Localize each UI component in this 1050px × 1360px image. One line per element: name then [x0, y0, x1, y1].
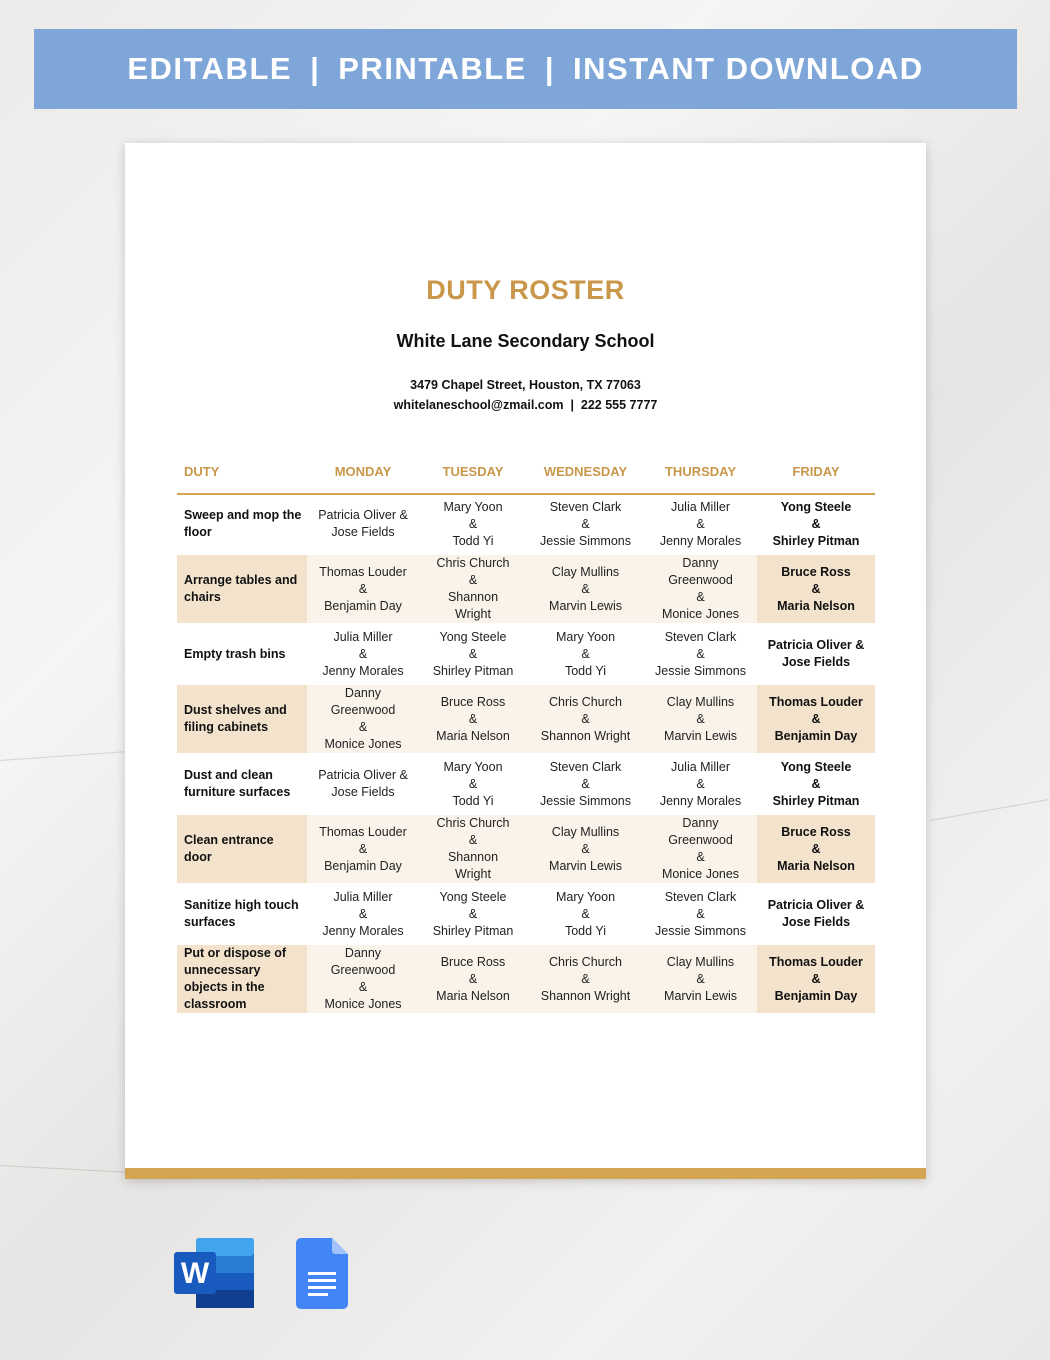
assignee-line: & — [468, 776, 478, 791]
assignee-cell-friday — [757, 624, 875, 684]
assignee-cell-tuesday — [419, 684, 527, 754]
assignee-line: & — [696, 516, 705, 531]
header-duty: DUTY — [177, 449, 307, 494]
duty-cell: Dust and clean furniture surfaces — [177, 754, 307, 814]
assignee-line: Julia Miller — [670, 499, 731, 514]
assignee-line: Jessie Simmons — [655, 923, 746, 938]
assignee-line: Shirley Pitman — [432, 663, 514, 678]
assignee-line: Marvin Lewis — [664, 728, 737, 743]
assignee-cell-thursday — [644, 754, 757, 814]
assignee-line: Maria Nelson — [436, 728, 510, 743]
assignee-cell-tuesday — [419, 554, 527, 624]
assignee-line: Monice Jones — [324, 997, 402, 1011]
assignee-line: & — [696, 711, 705, 726]
table-row — [177, 944, 875, 1014]
assignee-line: & — [696, 590, 705, 604]
assignee-line: Benjamin Day — [774, 988, 858, 1003]
assignee-cell-monday — [307, 624, 419, 684]
banner-separator: | — [544, 51, 556, 86]
assignee-line: Danny — [344, 946, 382, 960]
document-title: DUTY ROSTER — [426, 275, 625, 305]
assignee-line: & — [696, 850, 705, 864]
word-letter: W — [180, 1257, 210, 1290]
assignee-line: & — [811, 516, 821, 531]
table-row — [177, 684, 875, 754]
assignee-line: & — [811, 776, 821, 791]
duty-cell: Clean entrance door — [177, 814, 307, 884]
assignee-line: Benjamin Day — [324, 858, 402, 873]
assignee-line: Patricia Oliver & — [318, 768, 408, 782]
assignee-cell-wednesday — [527, 884, 644, 944]
assignee-line: Marvin Lewis — [549, 598, 622, 613]
assignee-line: Patricia Oliver & — [767, 638, 865, 652]
assignee-cell-friday — [757, 884, 875, 944]
assignee-line: & — [581, 841, 590, 856]
assignee-cell-friday — [757, 944, 875, 1014]
assignee-line: Greenwood — [330, 963, 396, 977]
assignee-cell-tuesday — [419, 494, 527, 554]
duty-cell: Sweep and mop the floor — [177, 494, 307, 554]
banner-editable: EDITABLE — [127, 51, 293, 86]
assignee-line: & — [468, 711, 478, 726]
assignee-line: & — [581, 581, 590, 596]
assignee-line: Shannon — [447, 590, 499, 604]
assignee-line: Todd Yi — [564, 923, 606, 938]
assignee-line: & — [468, 646, 478, 661]
table-row — [177, 624, 875, 684]
assignee-cell-wednesday — [527, 814, 644, 884]
assignee-cell-tuesday — [419, 884, 527, 944]
assignee-line: Shannon Wright — [540, 988, 631, 1003]
assignee-line: Clay Mullins — [666, 954, 735, 969]
assignee-cell-tuesday — [419, 814, 527, 884]
assignee-cell-friday — [757, 754, 875, 814]
assignee-line: & — [811, 581, 821, 596]
assignee-cell-monday — [307, 814, 419, 884]
microsoft-word-icon — [174, 1238, 254, 1308]
assignee-line: Maria Nelson — [777, 858, 855, 873]
duty-cell: Put or dispose of unnecessary objects in the classroom — [177, 944, 307, 1014]
assignee-line: Wright — [455, 867, 491, 881]
document-page — [125, 143, 926, 1179]
assignee-line: Mary Yoon — [555, 889, 616, 904]
assignee-cell-thursday — [644, 944, 757, 1014]
assignee-cell-friday — [757, 814, 875, 884]
assignee-line: Steven Clark — [664, 889, 737, 904]
assignee-cell-thursday — [644, 494, 757, 554]
assignee-cell-wednesday — [527, 684, 644, 754]
table-body — [177, 494, 875, 1014]
assignee-cell-wednesday — [527, 944, 644, 1014]
assignee-line: Shirley Pitman — [772, 793, 860, 808]
table-row — [177, 754, 875, 814]
table-row — [177, 494, 875, 554]
assignee-line: & — [581, 711, 590, 726]
assignee-line: Jessie Simmons — [655, 663, 746, 678]
assignee-line: & — [696, 646, 705, 661]
assignee-line: Julia Miller — [333, 889, 393, 904]
assignee-line: & — [811, 841, 821, 856]
assignee-line: Danny — [682, 816, 719, 830]
assignee-line: Jenny Morales — [659, 533, 742, 548]
assignee-cell-thursday — [644, 684, 757, 754]
assignee-line: & — [358, 841, 368, 856]
assignee-line: Greenwood — [668, 573, 733, 587]
assignee-line: & — [358, 581, 368, 596]
school-name: White Lane Secondary School — [396, 331, 655, 351]
assignee-line: & — [581, 646, 590, 661]
assignee-line: & — [358, 980, 368, 994]
assignee-line: Danny — [682, 556, 719, 570]
assignee-line: & — [696, 776, 705, 791]
assignee-line: Julia Miller — [333, 629, 393, 644]
assignee-line: & — [358, 720, 368, 734]
assignee-line: Chris Church — [436, 816, 510, 830]
assignee-line: Yong Steele — [439, 629, 507, 644]
assignee-line: & — [581, 516, 590, 531]
duty-cell: Arrange tables and chairs — [177, 554, 307, 624]
assignee-line: Bruce Ross — [440, 694, 506, 709]
assignee-line: & — [581, 906, 590, 921]
assignee-line: Jenny Morales — [659, 793, 742, 808]
assignee-line: Shannon — [447, 850, 499, 864]
assignee-line: Patricia Oliver & — [318, 508, 408, 522]
assignee-line: Todd Yi — [452, 533, 494, 548]
header-wednesday: WEDNESDAY — [527, 449, 644, 494]
assignee-cell-thursday — [644, 884, 757, 944]
assignee-cell-tuesday — [419, 944, 527, 1014]
assignee-line: Todd Yi — [564, 663, 606, 678]
assignee-cell-thursday — [644, 814, 757, 884]
assignee-cell-monday — [307, 554, 419, 624]
promo-banner — [34, 29, 1017, 109]
assignee-line: & — [358, 646, 368, 661]
assignee-line: Benjamin Day — [774, 728, 858, 743]
assignee-line: & — [581, 971, 590, 986]
assignee-line: Thomas Louder — [319, 564, 407, 579]
assignee-cell-wednesday — [527, 624, 644, 684]
assignee-line: Jenny Morales — [322, 663, 404, 678]
assignee-line: Bruce Ross — [440, 954, 506, 969]
assignee-line: Steven Clark — [664, 629, 737, 644]
assignee-line: & — [468, 971, 478, 986]
assignee-line: & — [696, 971, 705, 986]
assignee-line: & — [468, 833, 478, 847]
table-row — [177, 554, 875, 624]
google-docs-icon — [296, 1238, 348, 1309]
assignee-line: & — [468, 906, 478, 921]
assignee-cell-monday — [307, 494, 419, 554]
assignee-line: Shirley Pitman — [772, 533, 860, 548]
assignee-line: Monice Jones — [661, 867, 740, 881]
assignee-line: Mary Yoon — [555, 629, 616, 644]
assignee-line: Shannon Wright — [540, 728, 631, 743]
assignee-line: Clay Mullins — [551, 564, 620, 579]
assignee-line: Shirley Pitman — [432, 923, 514, 938]
assignee-line: Yong Steele — [780, 759, 852, 774]
assignee-cell-wednesday — [527, 754, 644, 814]
school-address: 3479 Chapel Street, Houston, TX 77063 — [410, 378, 641, 392]
school-contact: whitelaneschool@zmail.com | 222 555 7777 — [393, 398, 658, 412]
assignee-line: & — [468, 573, 478, 587]
assignee-line: Bruce Ross — [781, 824, 851, 839]
assignee-line: & — [811, 971, 821, 986]
duty-cell: Sanitize high touch surfaces — [177, 884, 307, 944]
banner-instant-download: INSTANT DOWNLOAD — [573, 51, 924, 86]
assignee-line: Marvin Lewis — [549, 858, 622, 873]
assignee-cell-wednesday — [527, 494, 644, 554]
banner-separator: | — [310, 51, 321, 86]
duty-cell: Dust shelves and filing cabinets — [177, 684, 307, 754]
assignee-line: Greenwood — [668, 833, 733, 847]
assignee-line: Yong Steele — [439, 889, 507, 904]
assignee-cell-monday — [307, 754, 419, 814]
assignee-line: Yong Steele — [780, 499, 852, 514]
format-icons — [174, 1238, 354, 1310]
banner-printable: PRINTABLE — [338, 51, 527, 86]
assignee-line: Clay Mullins — [551, 824, 620, 839]
duty-cell: Empty trash bins — [177, 624, 307, 684]
assignee-line: Todd Yi — [452, 793, 494, 808]
assignee-line: Steven Clark — [549, 759, 622, 774]
assignee-line: Jenny Morales — [322, 923, 404, 938]
assignee-line: Benjamin Day — [324, 598, 402, 613]
assignee-line: & — [468, 516, 478, 531]
assignee-line: Chris Church — [549, 694, 622, 709]
table-header-row — [177, 449, 875, 494]
assignee-cell-friday — [757, 554, 875, 624]
assignee-line: Marvin Lewis — [664, 988, 737, 1003]
assignee-cell-wednesday — [527, 554, 644, 624]
assignee-cell-friday — [757, 684, 875, 754]
assignee-line: Jessie Simmons — [540, 533, 631, 548]
assignee-line: Thomas Louder — [319, 824, 407, 839]
assignee-line: Clay Mullins — [666, 694, 735, 709]
header-friday: FRIDAY — [757, 449, 875, 494]
duty-roster-table — [177, 449, 875, 1015]
assignee-line: Julia Miller — [670, 759, 731, 774]
assignee-line: Jose Fields — [331, 525, 395, 539]
assignee-line: Jose Fields — [781, 915, 851, 929]
assignee-cell-monday — [307, 884, 419, 944]
assignee-line: Jessie Simmons — [540, 793, 631, 808]
assignee-line: Chris Church — [436, 556, 510, 570]
assignee-cell-tuesday — [419, 624, 527, 684]
assignee-line: & — [696, 906, 705, 921]
header-thursday: THURSDAY — [644, 449, 757, 494]
assignee-line: Thomas Louder — [769, 954, 863, 969]
assignee-line: Monice Jones — [661, 607, 740, 621]
assignee-line: & — [811, 711, 821, 726]
assignee-line: Maria Nelson — [436, 988, 510, 1003]
assignee-line: Wright — [455, 607, 491, 621]
assignee-line: Chris Church — [549, 954, 622, 969]
assignee-line: Thomas Louder — [769, 694, 863, 709]
table-row — [177, 884, 875, 944]
assignee-line: & — [581, 776, 590, 791]
assignee-line: Jose Fields — [781, 655, 851, 669]
assignee-cell-monday — [307, 684, 419, 754]
assignee-line: Steven Clark — [549, 499, 622, 514]
assignee-cell-friday — [757, 494, 875, 554]
assignee-cell-thursday — [644, 624, 757, 684]
footer-gold-bar — [125, 1168, 926, 1179]
assignee-cell-monday — [307, 944, 419, 1014]
school-address-block — [125, 375, 926, 415]
assignee-line: Mary Yoon — [443, 759, 503, 774]
assignee-line: Greenwood — [330, 703, 396, 717]
assignee-cell-tuesday — [419, 754, 527, 814]
assignee-line: Danny — [344, 686, 382, 700]
assignee-line: Mary Yoon — [443, 499, 503, 514]
assignee-line: Bruce Ross — [781, 564, 851, 579]
assignee-line: Jose Fields — [331, 785, 395, 799]
assignee-line: & — [358, 906, 368, 921]
header-monday: MONDAY — [307, 449, 419, 494]
assignee-cell-thursday — [644, 554, 757, 624]
table-row — [177, 814, 875, 884]
assignee-line: Maria Nelson — [777, 598, 855, 613]
header-tuesday: TUESDAY — [419, 449, 527, 494]
assignee-line: Monice Jones — [324, 737, 402, 751]
assignee-line: Patricia Oliver & — [767, 898, 865, 912]
